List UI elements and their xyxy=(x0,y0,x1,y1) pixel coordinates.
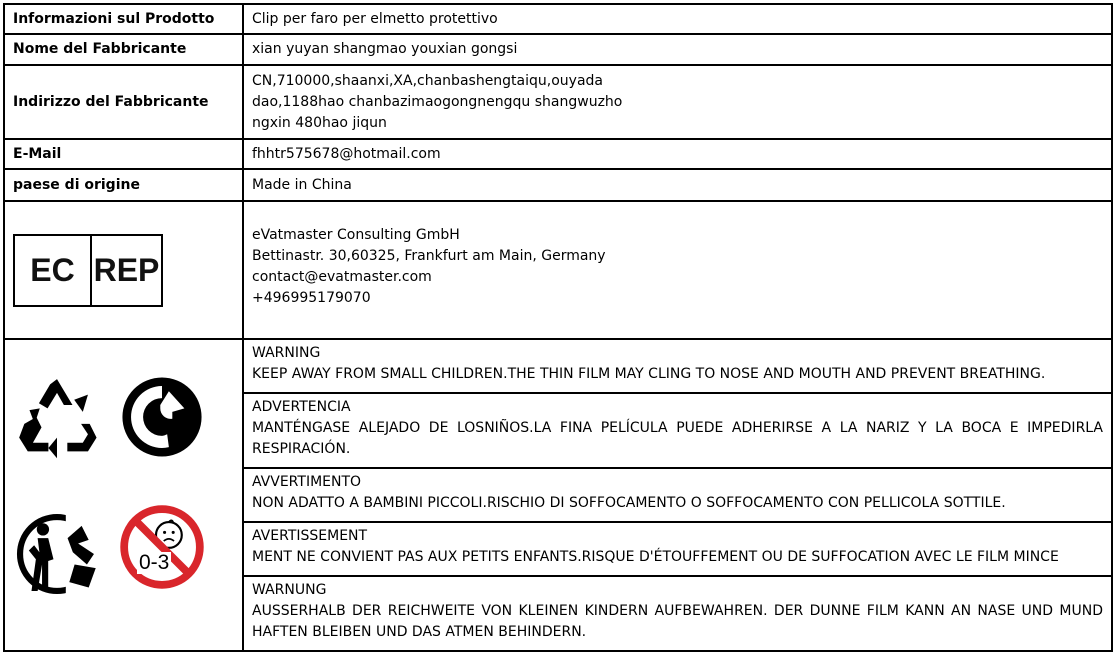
green-dot-icon xyxy=(119,374,205,460)
address-label: Indirizzo del Fabbricante xyxy=(4,65,243,139)
email-row xyxy=(4,139,1112,169)
warning-de xyxy=(244,577,1111,650)
origin-row xyxy=(4,169,1112,201)
warning-it xyxy=(244,469,1111,523)
warning-text: AUSSERHALB DER REICHWEITE VON KLEINEN KINDERN AUFBEWAHREN. DER DUNNE FILM KANN AN NASE UND MUND HAFTEN BLEIBEN UND DAS ATMEN BEHINDERN. xyxy=(252,603,1103,640)
ec-rep-symbol-cell xyxy=(4,201,243,339)
ec-rep-symbol xyxy=(13,234,163,307)
ec-rep-rep-text: REP xyxy=(93,251,160,288)
warning-text: MENT NE CONVIENT PAS AUX PETITS ENFANTS.RISQUE D'ÉTOUFFEMENT OU DE SUFFOCATION AVEC LE FILM MINCE xyxy=(252,549,1059,565)
email-value: fhhtr575678@hotmail.com xyxy=(243,139,1112,169)
warning-title: AVVERTIMENTO xyxy=(252,474,362,490)
product-label: Informazioni sul Prodotto xyxy=(4,4,243,34)
tidyman-icon xyxy=(13,510,101,598)
warnings-cell xyxy=(243,339,1112,651)
origin-label: paese di origine xyxy=(4,169,243,201)
address-line: ngxin 480hao jiqun xyxy=(252,114,387,131)
ec-rep-row xyxy=(4,201,1112,339)
symbols-area xyxy=(5,340,242,640)
warning-title: AVERTISSEMENT xyxy=(252,528,368,544)
warnings-row xyxy=(4,339,1112,651)
warning-text: NON ADATTO A BAMBINI PICCOLI.RISCHIO DI SOFFOCAMENTO O SOFFOCAMENTO CON PELLICOLA SOTTILE. xyxy=(252,495,1006,511)
warning-title: ADVERTENCIA xyxy=(252,399,351,415)
warning-en xyxy=(244,340,1111,394)
ec-rep-ec-text: EC xyxy=(15,236,92,305)
ec-rep-phone: +496995179070 xyxy=(252,290,371,306)
ec-rep-email: contact@evatmaster.com xyxy=(252,269,432,285)
product-info-table xyxy=(3,3,1113,652)
manufacturer-label: Nome del Fabbricante xyxy=(4,34,243,65)
address-line: CN,710000,shaanxi,XA,chanbashengtaiqu,ouyada xyxy=(252,72,603,89)
manufacturer-row xyxy=(4,34,1112,65)
warning-text: KEEP AWAY FROM SMALL CHILDREN.THE THIN FILM MAY CLING TO NOSE AND MOUTH AND PREVENT BREATHING. xyxy=(252,366,1046,382)
ec-rep-company: eVatmaster Consulting GmbH xyxy=(252,227,460,243)
product-value: Clip per faro per elmetto protettivo xyxy=(243,4,1112,34)
ec-rep-address: Bettinastr. 30,60325, Frankfurt am Main, Germany xyxy=(252,248,606,264)
warning-fr xyxy=(244,523,1111,577)
address-value xyxy=(243,65,1112,139)
address-row xyxy=(4,65,1112,139)
manufacturer-value: xian yuyan shangmao youxian gongsi xyxy=(243,34,1112,65)
address-line: dao,1188hao chanbazimaogongnengqu shangwuzho xyxy=(252,93,623,110)
email-label: E-Mail xyxy=(4,139,243,169)
warning-text: MANTÉNGASE ALEJADO DE LOSNIÑOS.LA FINA PELÍCULA PUEDE ADHERIRSE A LA NARIZ Y LA BOCA E IMPEDIRLA RESPIRACIÓN. xyxy=(252,420,1103,457)
symbols-cell xyxy=(4,339,243,651)
recycle-icon xyxy=(13,374,101,460)
not-for-children-icon xyxy=(119,504,205,590)
ec-rep-contact xyxy=(243,201,1112,339)
warning-title: WARNUNG xyxy=(252,582,327,598)
age-label: 0-3 xyxy=(139,551,170,574)
origin-value: Made in China xyxy=(243,169,1112,201)
product-row xyxy=(4,4,1112,34)
warning-title: WARNING xyxy=(252,345,321,361)
warning-es xyxy=(244,394,1111,469)
